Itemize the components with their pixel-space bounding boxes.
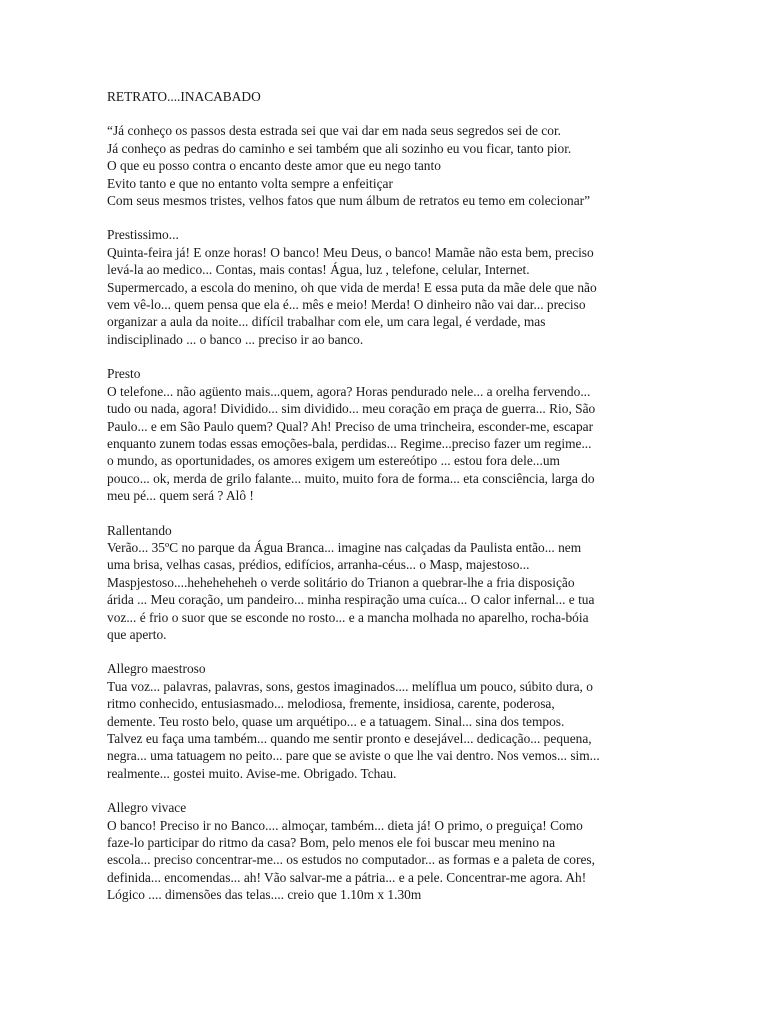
paragraph-line: Paulo... e em São Paulo quem? Qual? Ah! Preciso de uma trincheira, esconder-me, escapar — [107, 418, 594, 434]
epigraph-line: Já conheço as pedras do caminho e sei também que ali sozinho eu vou ficar, tanto pior. — [107, 140, 572, 156]
epigraph — [107, 122, 663, 209]
paragraph-line: voz... é frio o suor que se esconde no rosto... e a mancha molhada no aparelho, rocha-bóia — [107, 609, 589, 625]
paragraph-line: O banco! Preciso ir no Banco.... almoçar, também... dieta já! O primo, o preguiça! Como — [107, 817, 583, 833]
paragraph-line: definida... encomendas... ah! Vão salvar-me a pátria... e a pele. Concentrar-me agora. Ah! — [107, 869, 587, 885]
paragraph-line: Talvez eu faça uma também... quando me sentir pronto e desejável... dedicação... pequena, — [107, 731, 592, 746]
epigraph-line: “Já conheço os passos desta estrada sei que vai dar em nada seus segredos sei de cor. — [107, 123, 562, 139]
document-page — [107, 88, 663, 921]
paragraph-line: demente. Teu rosto belo, quase um arquétipo... e a tatuagem. Sinal... sina dos tempos. — [107, 713, 565, 729]
paragraph-line: O telefone... não agüento mais...quem, agora? Horas pendurado nele... a orelha fervendo... — [107, 383, 591, 399]
epigraph-line: Evito tanto e que no entanto volta sempre a enfeitiçar — [107, 175, 393, 191]
document-title: RETRATO....INACABADO — [107, 89, 261, 104]
paragraph-line: Tua voz... palavras, palavras, sons, gestos imaginados.... melíflua um pouco, súbito dura, o — [107, 678, 593, 694]
section-prestissimo — [107, 226, 663, 348]
paragraph-line: indisciplinado ... o banco ... preciso ir ao banco. — [107, 331, 364, 347]
paragraph-line: pouco... ok, merda de grilo falante... muito, muito fora de forma... eta consciência, larga do — [107, 470, 595, 486]
section-allegro-vivace — [107, 799, 663, 903]
paragraph-line: negra... uma tatuagem no peito... pare que se aviste o que lhe vai dentro. Nos vemos... sim... — [107, 748, 600, 764]
paragraph-line: Supermercado, a escola do menino, oh que vida de merda! E essa puta da mãe dele que não — [107, 279, 597, 295]
paragraph-line: Verão... 35ºC no parque da Água Branca... imagine nas calçadas da Paulista então... nem — [107, 539, 582, 555]
section-heading: Allegro maestroso — [107, 661, 206, 677]
paragraph-line: enquanto zunem todas essas emoções-bala, perdidas... Regime...preciso fazer um regime... — [107, 435, 592, 451]
paragraph-line: uma brisa, velhas casas, prédios, edifícios, arranha-céus... o Masp, majestoso... — [107, 557, 530, 573]
paragraph-line: Quinta-feira já! E onze horas! O banco! Meu Deus, o banco! Mamãe não esta bem, preciso — [107, 244, 594, 260]
paragraph-line: tudo ou nada, agora! Dividido... sim dividido... meu coração em praça de guerra... Rio, São — [107, 401, 596, 417]
paragraph-line: levá-la ao medico... Contas, mais contas! Água, luz , telefone, celular, Internet. — [107, 262, 530, 278]
paragraph-line: que aperto. — [107, 626, 167, 642]
paragraph-line: vem vê-lo... quem pensa que ela é... mês e meio! Merda! O dinheiro não vai dar... preciso — [107, 297, 586, 313]
epigraph-line: O que eu posso contra o encanto deste amor que eu nego tanto — [107, 158, 441, 174]
section-heading: Prestissimo... — [107, 227, 179, 243]
section-heading: Presto — [107, 366, 141, 382]
paragraph-line: ritmo conhecido, entusiasmado... melodiosa, fremente, insidiosa, carente, poderosa, — [107, 696, 555, 712]
section-heading: Allegro vivace — [107, 800, 187, 816]
paragraph-line: organizar a aula da noite... difícil trabalhar com ele, um cara legal, é verdade, mas — [107, 314, 546, 330]
section-presto — [107, 365, 663, 504]
paragraph-line: escola... preciso concentrar-me... os estudos no computador... as formas e a paleta de cores, — [107, 852, 595, 868]
paragraph-line: Lógico .... dimensões das telas.... creio que 1.10m x 1.30m — [107, 887, 422, 903]
paragraph-line: realmente... gostei muito. Avise-me. Obrigado. Tchau. — [107, 765, 397, 781]
paragraph-line: faze-lo participar do ritmo da casa? Bom, pelo menos ele foi buscar meu menino na — [107, 835, 556, 851]
epigraph-line: Com seus mesmos tristes, velhos fatos que num álbum de retratos eu temo em colecionar” — [107, 193, 591, 209]
section-allegro-maestroso — [107, 660, 663, 782]
paragraph-line: meu pé... quem será ? Alô ! — [107, 488, 254, 504]
section-heading: Rallentando — [107, 522, 172, 538]
paragraph-line: Maspjestoso....heheheheheh o verde solitário do Trianon a quebrar-lhe a fria disposição — [107, 574, 575, 590]
section-rallentando — [107, 522, 663, 644]
paragraph-line: o mundo, as oportunidades, os amores exigem um estereótipo ... estou fora dele...um — [107, 453, 560, 469]
paragraph-line: árida ... Meu coração, um pandeiro... minha respiração uma cuíca... O calor infernal... e tua — [107, 592, 595, 608]
